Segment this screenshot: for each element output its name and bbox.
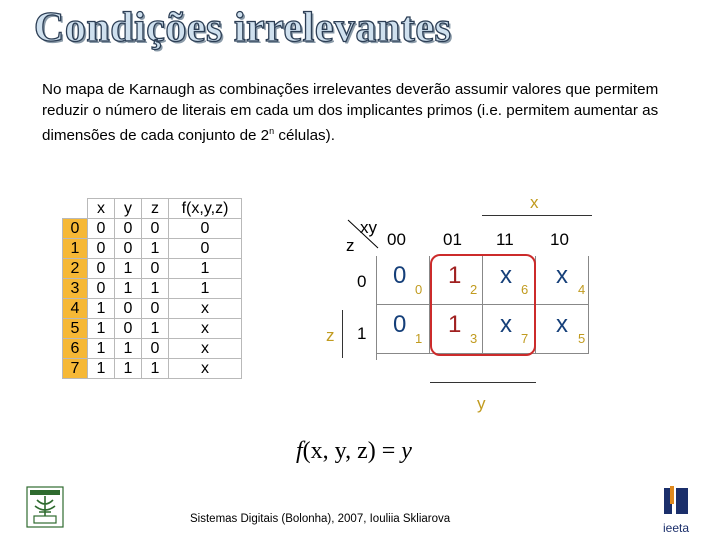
cell-y: 0 <box>115 239 142 259</box>
cell-x: 0 <box>88 239 115 259</box>
header-x: x <box>88 199 115 219</box>
truth-table-header-row <box>63 199 242 219</box>
kmap-value: x <box>500 311 512 338</box>
table-row <box>63 239 242 259</box>
formula <box>296 438 412 465</box>
table-row <box>63 319 242 339</box>
cell-z: 0 <box>142 299 169 319</box>
cell-y: 1 <box>115 339 142 359</box>
cell-f: x <box>169 319 242 339</box>
cell-x: 1 <box>88 319 115 339</box>
cell-f: x <box>169 299 242 319</box>
cell-f: 1 <box>169 259 242 279</box>
kmap-cell-m5 <box>536 305 589 354</box>
kmap-value: 0 <box>393 262 407 289</box>
header-f: f(x,y,z) <box>169 199 242 219</box>
formula-args: (x, y, z) <box>302 438 376 464</box>
cell-f: 0 <box>169 239 242 259</box>
row-index: 0 <box>63 219 88 239</box>
kmap-index: 3 <box>470 331 478 346</box>
kmap-index: 4 <box>578 282 586 297</box>
table-row <box>63 359 242 379</box>
cell-y: 0 <box>115 299 142 319</box>
formula-f: f <box>296 438 303 464</box>
col-label-01: 01 <box>443 230 462 249</box>
kmap-value: 0 <box>393 311 407 338</box>
z-label: z <box>326 326 335 345</box>
prime-implicant-group <box>430 254 536 356</box>
corner-z: z <box>346 236 355 255</box>
kmap-index: 6 <box>521 282 529 297</box>
cell-z: 0 <box>142 259 169 279</box>
kmap-index: 0 <box>415 282 423 297</box>
truth-table-corner <box>63 199 88 219</box>
university-crest-icon <box>26 486 64 528</box>
cell-f: x <box>169 359 242 379</box>
cell-x: 0 <box>88 219 115 239</box>
kmap-index: 5 <box>578 331 586 346</box>
cell-y: 0 <box>115 319 142 339</box>
cell-z: 0 <box>142 219 169 239</box>
kmap-value: x <box>556 311 568 338</box>
slide-title: Condições irrelevantes <box>34 5 452 51</box>
cell-x: 1 <box>88 299 115 319</box>
kmap-index: 1 <box>415 331 423 346</box>
kmap-value: 1 <box>448 311 462 338</box>
row-index: 5 <box>63 319 88 339</box>
paragraph-superscript: n <box>269 126 275 136</box>
row-index: 4 <box>63 299 88 319</box>
row-index: 6 <box>63 339 88 359</box>
row-index: 7 <box>63 359 88 379</box>
table-row <box>63 279 242 299</box>
kmap-index: 7 <box>521 331 529 346</box>
z-sidebar <box>342 310 343 358</box>
paragraph-text: No mapa de Karnaugh as combinações irrelevantes deverão assumir valores que permitem reduzir o número de literais em cada um dos implicantes primos (i.e. permitem aumentar as dimensões de cada conjunto de 2 <box>42 81 659 145</box>
col-label-00: 00 <box>387 230 406 249</box>
table-row <box>63 219 242 239</box>
cell-x: 1 <box>88 339 115 359</box>
ieeta-logo <box>656 486 696 535</box>
col-label-10: 10 <box>550 230 569 249</box>
cell-f: x <box>169 339 242 359</box>
ieeta-mark-icon <box>656 486 696 516</box>
cell-z: 1 <box>142 239 169 259</box>
karnaugh-map <box>320 190 620 420</box>
cell-y: 1 <box>115 279 142 299</box>
table-row <box>63 299 242 319</box>
formula-equals: = <box>381 438 396 464</box>
x-label: x <box>530 193 539 212</box>
corner-xy: xy <box>360 218 377 237</box>
cell-z: 1 <box>142 359 169 379</box>
cell-x: 1 <box>88 359 115 379</box>
row-index: 1 <box>63 239 88 259</box>
cell-f: 0 <box>169 219 242 239</box>
body-paragraph <box>42 80 692 147</box>
cell-z: 0 <box>142 339 169 359</box>
cell-z: 1 <box>142 319 169 339</box>
cell-y: 1 <box>115 359 142 379</box>
table-row <box>63 259 242 279</box>
kmap-cell-m4 <box>536 256 589 305</box>
header-y: y <box>115 199 142 219</box>
col-label-11: 11 <box>496 230 514 249</box>
cell-f: 1 <box>169 279 242 299</box>
row-index: 3 <box>63 279 88 299</box>
x-overline <box>482 215 592 216</box>
header-z: z <box>142 199 169 219</box>
ieeta-logo-text: ieeta <box>662 521 690 535</box>
cell-x: 0 <box>88 259 115 279</box>
table-row <box>63 339 242 359</box>
row-label-1: 1 <box>357 324 367 343</box>
kmap-cell-m0 <box>377 256 430 305</box>
row-label-0: 0 <box>357 272 367 291</box>
kmap-index: 2 <box>470 282 478 297</box>
footer-credit: Sistemas Digitais (Bolonha), 2007, Iouliia Skliarova <box>190 513 451 525</box>
truth-table <box>62 198 242 379</box>
kmap-cell-m1 <box>377 305 430 354</box>
formula-rhs: y <box>401 438 412 464</box>
cell-y: 1 <box>115 259 142 279</box>
cell-z: 1 <box>142 279 169 299</box>
cell-y: 0 <box>115 219 142 239</box>
row-index: 2 <box>63 259 88 279</box>
y-underline <box>430 382 536 383</box>
y-label: y <box>477 394 486 413</box>
kmap-value: 1 <box>448 262 462 289</box>
cell-x: 0 <box>88 279 115 299</box>
paragraph-text-end: células). <box>274 127 335 145</box>
kmap-value: x <box>556 262 568 289</box>
kmap-value: x <box>500 262 512 289</box>
